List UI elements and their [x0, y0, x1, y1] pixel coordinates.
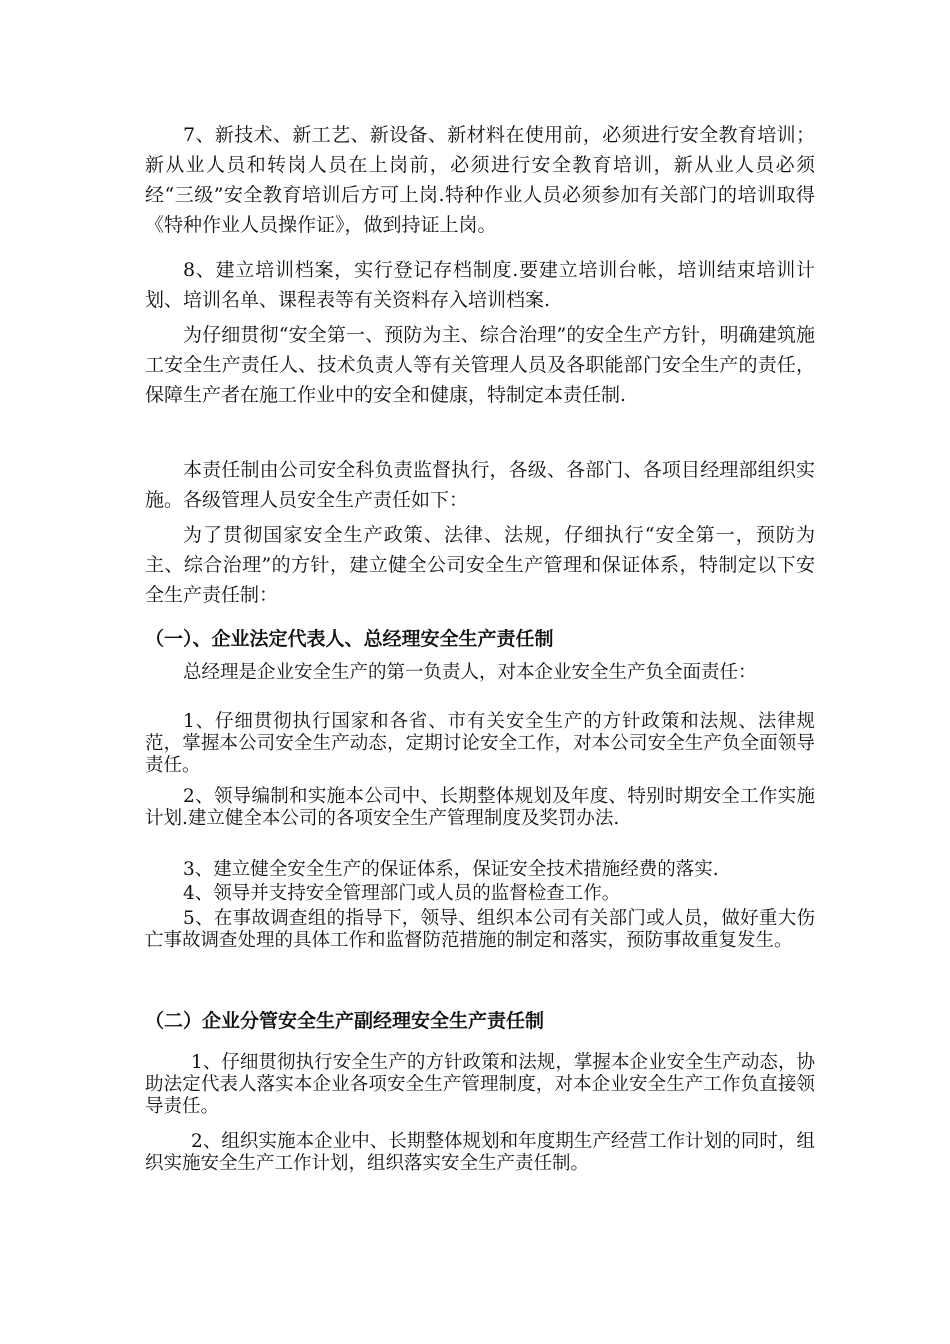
section-heading-1: （一）、企业法定代表人、总经理安全生产责任制 [145, 628, 554, 650]
paragraph-item-7-new-technology: 7、新技术、新工艺、新设备、新材料在使用前，必须进行安全教育培训；新从业人员和转岗人员在上岗前，必须进行安全教育培训，新从业人员必须经“三级”安全教育培训后方可上岗.特种作业人员必须参加有关部门的培训取得《特种作业人员操作证》，做到持证上岗。 [145, 124, 815, 236]
paragraph-gm-intro: 总经理是企业安全生产的第一负责人，对本企业安全生产负全面责任： [183, 662, 757, 683]
section-heading-2: （二）企业分管安全生产副经理安全生产责任制 [145, 1010, 545, 1032]
paragraph-gm-item-1: 1、仔细贯彻执行国家和各省、市有关安全生产的方针政策和法规、法律规范，掌握本公司安全生产动态，定期讨论安全工作，对本公司安全生产负全面领导责任。 [145, 711, 815, 776]
paragraph-purpose: 为仔细贯彻“安全第一、预防为主、综合治理”的安全生产方针，明确建筑施工安全生产责任人、技术负责人等有关管理人员及各职能部门安全生产的责任，保障生产者在施工作业中的安全和健康，特制定本责任制. [145, 324, 815, 406]
paragraph-deputy-item-1: 1、仔细贯彻执行安全生产的方针政策和法规，掌握本企业安全生产动态，协助法定代表人落实本企业各项安全生产管理制度，对本企业安全生产工作负直接领导责任。 [145, 1052, 815, 1117]
paragraph-gm-item-5: 5、在事故调查组的指导下，领导、组织本公司有关部门或人员，做好重大伤亡事故调查处理的具体工作和监督防范措施的制定和落实，预防事故重复发生。 [145, 908, 815, 951]
paragraph-policy: 为了贯彻国家安全生产政策、法律、法规，仔细执行“安全第一，预防为主、综合治理”的方针，建立健全公司安全生产管理和保证体系，特制定以下安全生产责任制： [145, 524, 815, 606]
paragraph-deputy-item-2: 2、组织实施本企业中、长期整体规划和年度期生产经营工作计划的同时，组织实施安全生产工作计划，组织落实安全生产责任制。 [145, 1131, 815, 1174]
paragraph-gm-item-4: 4、领导并支持安全管理部门或人员的监督检查工作。 [183, 883, 621, 904]
paragraph-item-8-training-archive: 8、建立培训档案，实行登记存档制度.要建立培训台帐，培训结束培训计划、培训名单、课程表等有关资料存入培训档案. [145, 259, 815, 311]
paragraph-supervision: 本责任制由公司安全科负责监督执行，各级、各部门、各项目经理部组织实施。各级管理人员安全生产责任如下： [145, 459, 815, 511]
paragraph-gm-item-3: 3、建立健全安全生产的保证体系，保证安全技术措施经费的落实. [183, 859, 719, 880]
paragraph-gm-item-2: 2、领导编制和实施本公司中、长期整体规划及年度、特别时期安全工作实施计划.建立健全本公司的各项安全生产管理制度及奖罚办法. [145, 786, 815, 829]
